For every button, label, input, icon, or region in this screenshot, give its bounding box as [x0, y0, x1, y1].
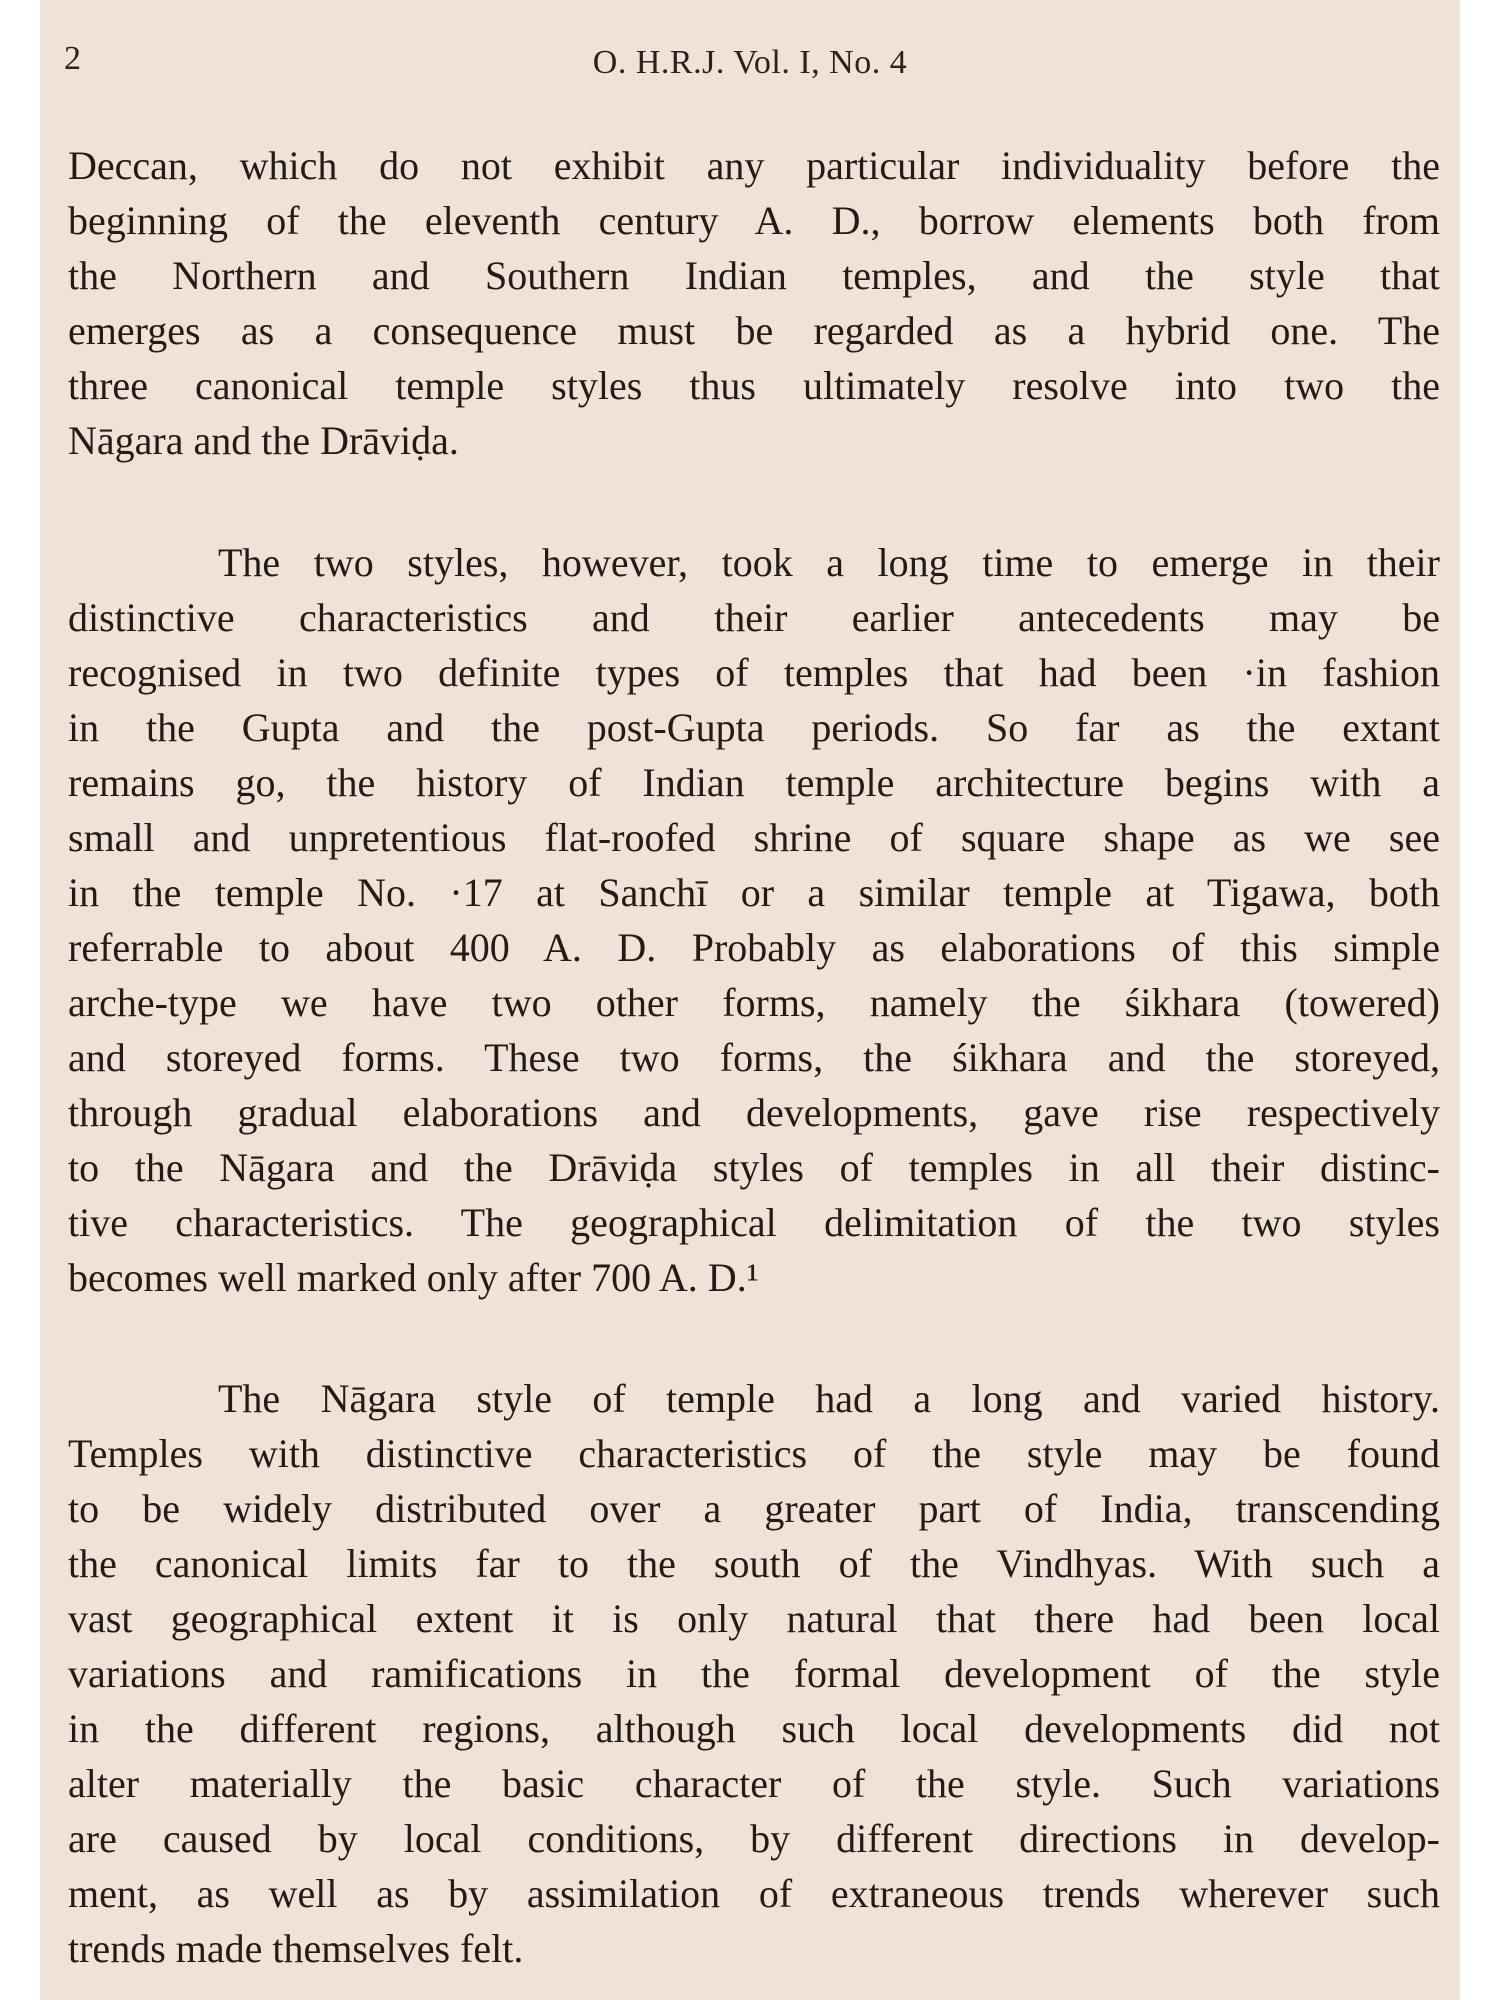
text-line: and storeyed forms. These two forms, the śikhara and the storeyed,: [68, 1035, 1440, 1080]
text-line: small and unpretentious flat-roofed shrine of square shape as we see: [68, 815, 1440, 860]
text-line: the Northern and Southern Indian temples, and the style that: [68, 253, 1440, 298]
paragraph-3: [68, 1371, 1440, 1976]
text-line: referrable to about 400 A. D. Probably as elaborations of this simple: [68, 925, 1440, 970]
text-line: variations and ramifications in the formal development of the style: [68, 1651, 1440, 1696]
text-line: Nāgara and the Drāviḍa.: [68, 418, 459, 463]
text-line: distinctive characteristics and their earlier antecedents may be: [68, 595, 1440, 640]
text-line: three canonical temple styles thus ultimately resolve into two the: [68, 363, 1440, 408]
text-line: to be widely distributed over a greater part of India, transcending: [68, 1486, 1440, 1531]
text-line: to the Nāgara and the Drāviḍa styles of temples in all their distinc-: [68, 1145, 1440, 1190]
text-line: trends made themselves felt.: [68, 1926, 524, 1971]
page-number: 2: [64, 40, 81, 77]
paragraph-2: [68, 535, 1440, 1305]
text-line: vast geographical extent it is only natural that there had been local: [68, 1596, 1440, 1641]
text-line: remains go, the history of Indian temple architecture begins with a: [68, 760, 1440, 805]
text-line: the canonical limits far to the south of the Vindhyas. With such a: [68, 1541, 1440, 1586]
text-line: The two styles, however, took a long time to emerge in their: [218, 540, 1440, 585]
text-line: ment, as well as by assimilation of extraneous trends wherever such: [68, 1871, 1440, 1916]
text-line: alter materially the basic character of the style. Such variations: [68, 1761, 1440, 1806]
running-title: O. H.R.J. Vol. I, No. 4: [592, 44, 908, 81]
text-line: in the Gupta and the post-Gupta periods. So far as the extant: [68, 705, 1440, 750]
text-line: Deccan, which do not exhibit any particular individuality before the: [68, 143, 1440, 188]
paragraph-1: [68, 138, 1440, 468]
text-line: through gradual elaborations and developments, gave rise respectively: [68, 1090, 1440, 1135]
text-line: beginning of the eleventh century A. D., borrow elements both from: [68, 198, 1440, 243]
text-line: recognised in two definite types of temples that had been ·in fashion: [68, 650, 1440, 695]
text-line: in the temple No. ·17 at Sanchī or a similar temple at Tigawa, both: [68, 870, 1440, 915]
text-line: Temples with distinctive characteristics of the style may be found: [68, 1431, 1440, 1476]
text-line: are caused by local conditions, by different directions in develop-: [68, 1816, 1440, 1861]
text-line: emerges as a consequence must be regarded as a hybrid one. The: [68, 308, 1440, 353]
text-line: arche-type we have two other forms, namely the śikhara (towered): [68, 980, 1440, 1025]
scanned-page: [40, 0, 1460, 2000]
text-line: tive characteristics. The geographical delimitation of the two styles: [68, 1200, 1440, 1245]
text-line: The Nāgara style of temple had a long and varied history.: [218, 1376, 1440, 1421]
text-line: in the different regions, although such local developments did not: [68, 1706, 1440, 1751]
text-line: becomes well marked only after 700 A. D.¹: [68, 1255, 759, 1300]
